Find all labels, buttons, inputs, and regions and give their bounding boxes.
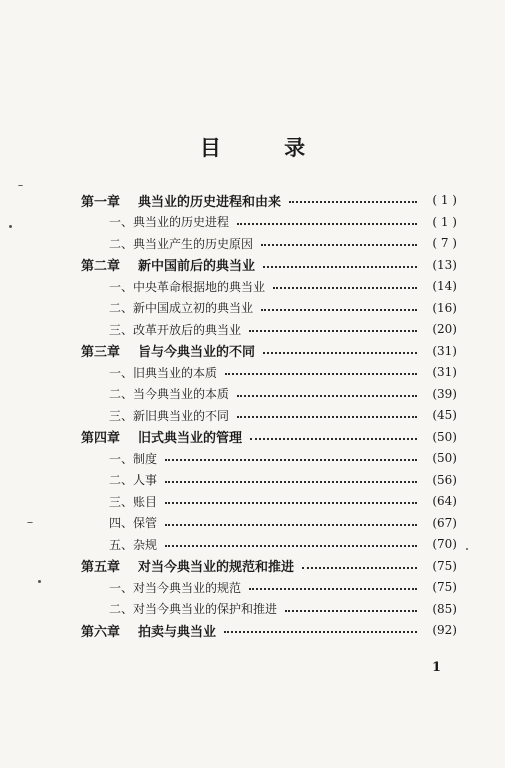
toc-entry-number: 第四章	[81, 431, 121, 446]
toc-entry-title: 新中国前后的典当业	[138, 259, 256, 274]
scan-speck	[9, 225, 12, 228]
toc-page-reference: (14)	[432, 279, 457, 293]
toc-chapter-entry	[81, 341, 457, 361]
dot-leader	[263, 266, 417, 268]
toc-page-reference: (75)	[432, 580, 457, 594]
toc-chapter-entry	[81, 620, 457, 640]
toc-section-entry	[109, 405, 457, 425]
toc-chapter-entry	[81, 255, 457, 275]
toc-entry-title: 二、对当今典当业的保护和推进	[109, 602, 278, 616]
toc-page-reference: (13)	[432, 257, 457, 272]
toc-section-entry	[109, 448, 457, 468]
toc-entry-number: 第二章	[81, 259, 121, 274]
scan-speck	[18, 185, 23, 186]
toc-entry-title: 拍卖与典当业	[138, 624, 217, 640]
dot-leader	[250, 438, 417, 440]
dot-leader	[302, 567, 417, 569]
dot-leader	[237, 395, 417, 397]
toc-entry-title: 二、新中国成立初的典当业	[109, 301, 254, 315]
toc-page-reference: ( 1 )	[432, 193, 457, 207]
dot-leader	[237, 416, 417, 418]
toc-entry-title: 旧式典当业的管理	[138, 431, 243, 446]
toc-page-reference: (85)	[432, 601, 457, 616]
toc-section-entry	[109, 599, 457, 619]
dot-leader	[224, 631, 417, 633]
toc-entry-title: 四、保管	[109, 516, 158, 530]
dot-leader	[237, 223, 417, 225]
toc-page-reference: (64)	[432, 494, 457, 508]
toc-page-reference: (39)	[432, 386, 457, 401]
toc-section-entry	[109, 233, 457, 253]
dot-leader	[289, 201, 417, 203]
toc-entry-title: 一、中央革命根据地的典当业	[109, 279, 266, 294]
dot-leader	[225, 373, 417, 375]
toc-entry-number: 第五章	[81, 560, 121, 575]
toc-section-entry	[109, 319, 457, 339]
toc-entry-number: 第三章	[81, 345, 121, 360]
dot-leader	[263, 352, 417, 354]
dot-leader	[285, 610, 417, 612]
toc-entry-title: 旨与今典当业的不同	[138, 345, 256, 360]
dot-leader	[165, 524, 417, 526]
toc-page-reference: (92)	[432, 623, 457, 637]
toc-chapter-entry	[81, 556, 457, 576]
dot-leader	[165, 545, 417, 547]
toc-entry-title: 一、对当今典当业的规范	[109, 580, 242, 595]
toc-entry-title: 二、当今典当业的本质	[109, 387, 230, 401]
toc-section-entry	[109, 534, 457, 554]
toc-page-reference: (16)	[432, 300, 457, 315]
toc-section-entry	[109, 362, 457, 382]
toc-section-entry	[109, 384, 457, 404]
dot-leader	[249, 588, 417, 590]
toc-page-reference: (50)	[432, 451, 457, 465]
dot-leader	[261, 309, 417, 311]
toc-section-entry	[109, 298, 457, 318]
toc-entry-title: 一、典当业的历史进程	[109, 215, 230, 229]
toc-entry-title: 典当业的历史进程和由来	[138, 194, 282, 210]
toc-page-reference: (31)	[432, 343, 457, 358]
toc-page-reference: ( 1 )	[432, 214, 457, 229]
dot-leader	[165, 459, 417, 461]
toc-page-reference: (45)	[432, 408, 457, 422]
toc-entry-title: 对当今典当业的规范和推进	[138, 560, 295, 575]
toc-entry-title: 一、旧典当业的本质	[109, 365, 218, 380]
page-title: 目 录	[199, 135, 334, 160]
toc-page-reference: (31)	[432, 365, 457, 379]
page-number: 1	[432, 660, 442, 675]
toc-page-reference: (50)	[432, 429, 457, 444]
toc-entry-title: 三、新旧典当业的不同	[109, 408, 230, 423]
toc-page-reference: ( 7 )	[432, 236, 457, 250]
dot-leader	[165, 481, 417, 483]
toc-section-entry	[109, 577, 457, 597]
dot-leader	[261, 244, 417, 246]
toc-entry-title: 二、典当业产生的历史原因	[109, 236, 254, 251]
toc-section-entry	[109, 513, 457, 533]
toc-page-reference: (75)	[432, 558, 457, 573]
toc-entry-number: 第六章	[81, 624, 121, 640]
toc-section-entry	[109, 491, 457, 511]
scan-speck	[466, 548, 468, 550]
toc-entry-title: 五、杂规	[109, 537, 158, 552]
toc-section-entry	[109, 212, 457, 232]
dot-leader	[273, 287, 417, 289]
toc-page-reference: (67)	[432, 515, 457, 530]
toc-page-reference: (56)	[432, 472, 457, 487]
toc-entry-title: 三、账目	[109, 494, 158, 509]
dot-leader	[165, 502, 417, 504]
dot-leader	[249, 330, 417, 332]
toc-page-reference: (20)	[432, 322, 457, 336]
toc-section-entry	[109, 470, 457, 490]
toc-section-entry	[109, 276, 457, 296]
scan-speck	[27, 522, 33, 523]
toc-entry-title: 一、制度	[109, 451, 158, 466]
scan-speck	[38, 580, 41, 583]
toc-entry-title: 二、人事	[109, 473, 158, 487]
toc-page-reference: (70)	[432, 537, 457, 551]
toc-chapter-entry	[81, 427, 457, 447]
toc-entry-title: 三、改革开放后的典当业	[109, 322, 242, 337]
toc-chapter-entry	[81, 190, 457, 210]
toc-entry-number: 第一章	[81, 194, 121, 210]
